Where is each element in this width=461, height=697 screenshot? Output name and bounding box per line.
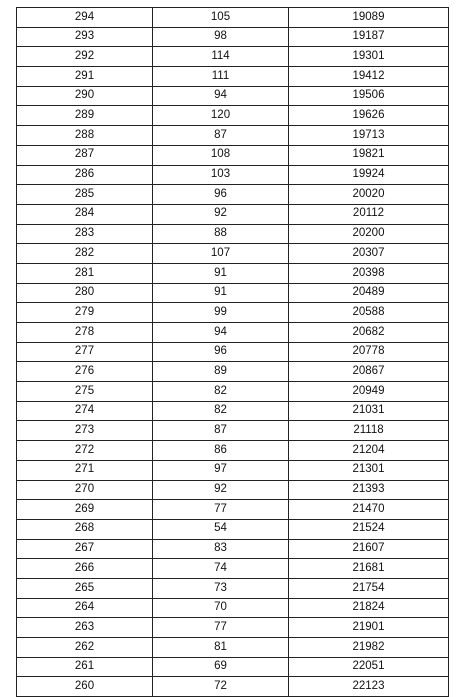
cumulative-cell: 20489: [289, 283, 449, 303]
table-row: [17, 106, 449, 126]
cumulative-cell: 19412: [289, 67, 449, 87]
count-cell: 77: [153, 618, 289, 638]
table-row: [17, 204, 449, 224]
count-cell: 107: [153, 244, 289, 264]
score-table: [16, 7, 449, 697]
score-cell: 286: [17, 165, 153, 185]
score-cell: 278: [17, 323, 153, 343]
score-cell: 266: [17, 559, 153, 579]
count-cell: 77: [153, 500, 289, 520]
cumulative-cell: 20112: [289, 204, 449, 224]
score-cell: 287: [17, 145, 153, 165]
cumulative-cell: 21824: [289, 598, 449, 618]
cumulative-cell: 19821: [289, 145, 449, 165]
count-cell: 70: [153, 598, 289, 618]
score-cell: 261: [17, 657, 153, 677]
count-cell: 92: [153, 204, 289, 224]
count-cell: 120: [153, 106, 289, 126]
table-row: [17, 126, 449, 146]
count-cell: 96: [153, 342, 289, 362]
table-row: [17, 657, 449, 677]
score-cell: 264: [17, 598, 153, 618]
table-row: [17, 382, 449, 402]
cumulative-cell: 20398: [289, 263, 449, 283]
table-row: [17, 578, 449, 598]
score-cell: 291: [17, 67, 153, 87]
score-cell: 275: [17, 382, 153, 402]
cumulative-cell: 21754: [289, 578, 449, 598]
score-cell: 290: [17, 86, 153, 106]
count-cell: 99: [153, 303, 289, 323]
table-row: [17, 86, 449, 106]
table-row: [17, 47, 449, 67]
score-cell: 272: [17, 441, 153, 461]
cumulative-cell: 22051: [289, 657, 449, 677]
cumulative-cell: 20020: [289, 185, 449, 205]
table-row: [17, 460, 449, 480]
cumulative-cell: 21301: [289, 460, 449, 480]
count-cell: 103: [153, 165, 289, 185]
score-cell: 284: [17, 204, 153, 224]
cumulative-cell: 21901: [289, 618, 449, 638]
table-row: [17, 224, 449, 244]
score-cell: 293: [17, 27, 153, 47]
table-row: [17, 598, 449, 618]
score-cell: 273: [17, 421, 153, 441]
count-cell: 89: [153, 362, 289, 382]
table-row: [17, 303, 449, 323]
table-row: [17, 638, 449, 658]
count-cell: 94: [153, 323, 289, 343]
cumulative-cell: 21118: [289, 421, 449, 441]
count-cell: 96: [153, 185, 289, 205]
count-cell: 69: [153, 657, 289, 677]
count-cell: 105: [153, 8, 289, 28]
count-cell: 114: [153, 47, 289, 67]
cumulative-cell: 20778: [289, 342, 449, 362]
table-row: [17, 342, 449, 362]
score-cell: 280: [17, 283, 153, 303]
count-cell: 83: [153, 539, 289, 559]
cumulative-cell: 21204: [289, 441, 449, 461]
count-cell: 88: [153, 224, 289, 244]
score-cell: 262: [17, 638, 153, 658]
score-cell: 267: [17, 539, 153, 559]
cumulative-cell: 19089: [289, 8, 449, 28]
cumulative-cell: 21982: [289, 638, 449, 658]
count-cell: 111: [153, 67, 289, 87]
score-cell: 285: [17, 185, 153, 205]
cumulative-cell: 19626: [289, 106, 449, 126]
count-cell: 97: [153, 460, 289, 480]
table-row: [17, 539, 449, 559]
score-cell: 277: [17, 342, 153, 362]
count-cell: 92: [153, 480, 289, 500]
table-row: [17, 421, 449, 441]
score-cell: 282: [17, 244, 153, 264]
table-row: [17, 480, 449, 500]
score-cell: 268: [17, 519, 153, 539]
score-cell: 289: [17, 106, 153, 126]
count-cell: 82: [153, 382, 289, 402]
score-cell: 260: [17, 677, 153, 697]
table-row: [17, 27, 449, 47]
score-cell: 294: [17, 8, 153, 28]
table-row: [17, 519, 449, 539]
score-cell: 288: [17, 126, 153, 146]
count-cell: 74: [153, 559, 289, 579]
table-row: [17, 362, 449, 382]
table-row: [17, 401, 449, 421]
score-table-container: [16, 7, 448, 697]
cumulative-cell: 21470: [289, 500, 449, 520]
table-row: [17, 283, 449, 303]
count-cell: 87: [153, 421, 289, 441]
score-cell: 270: [17, 480, 153, 500]
count-cell: 108: [153, 145, 289, 165]
table-row: [17, 165, 449, 185]
cumulative-cell: 21031: [289, 401, 449, 421]
cumulative-cell: 21524: [289, 519, 449, 539]
count-cell: 91: [153, 263, 289, 283]
table-row: [17, 323, 449, 343]
table-row: [17, 500, 449, 520]
table-row: [17, 441, 449, 461]
score-cell: 283: [17, 224, 153, 244]
count-cell: 72: [153, 677, 289, 697]
cumulative-cell: 20588: [289, 303, 449, 323]
count-cell: 87: [153, 126, 289, 146]
cumulative-cell: 19187: [289, 27, 449, 47]
score-cell: 276: [17, 362, 153, 382]
cumulative-cell: 21607: [289, 539, 449, 559]
count-cell: 98: [153, 27, 289, 47]
count-cell: 73: [153, 578, 289, 598]
table-row: [17, 67, 449, 87]
cumulative-cell: 19301: [289, 47, 449, 67]
table-row: [17, 8, 449, 28]
table-row: [17, 677, 449, 697]
table-row: [17, 145, 449, 165]
cumulative-cell: 22123: [289, 677, 449, 697]
count-cell: 82: [153, 401, 289, 421]
table-row: [17, 263, 449, 283]
count-cell: 94: [153, 86, 289, 106]
count-cell: 86: [153, 441, 289, 461]
cumulative-cell: 19924: [289, 165, 449, 185]
table-row: [17, 185, 449, 205]
table-row: [17, 559, 449, 579]
count-cell: 91: [153, 283, 289, 303]
cumulative-cell: 21681: [289, 559, 449, 579]
score-cell: 279: [17, 303, 153, 323]
score-cell: 271: [17, 460, 153, 480]
score-cell: 265: [17, 578, 153, 598]
count-cell: 54: [153, 519, 289, 539]
cumulative-cell: 21393: [289, 480, 449, 500]
score-table-body: [17, 8, 449, 697]
table-row: [17, 244, 449, 264]
cumulative-cell: 20200: [289, 224, 449, 244]
table-row: [17, 618, 449, 638]
cumulative-cell: 19713: [289, 126, 449, 146]
cumulative-cell: 20307: [289, 244, 449, 264]
score-cell: 263: [17, 618, 153, 638]
count-cell: 81: [153, 638, 289, 658]
cumulative-cell: 19506: [289, 86, 449, 106]
score-cell: 269: [17, 500, 153, 520]
score-cell: 292: [17, 47, 153, 67]
cumulative-cell: 20682: [289, 323, 449, 343]
cumulative-cell: 20949: [289, 382, 449, 402]
score-cell: 281: [17, 263, 153, 283]
score-cell: 274: [17, 401, 153, 421]
cumulative-cell: 20867: [289, 362, 449, 382]
